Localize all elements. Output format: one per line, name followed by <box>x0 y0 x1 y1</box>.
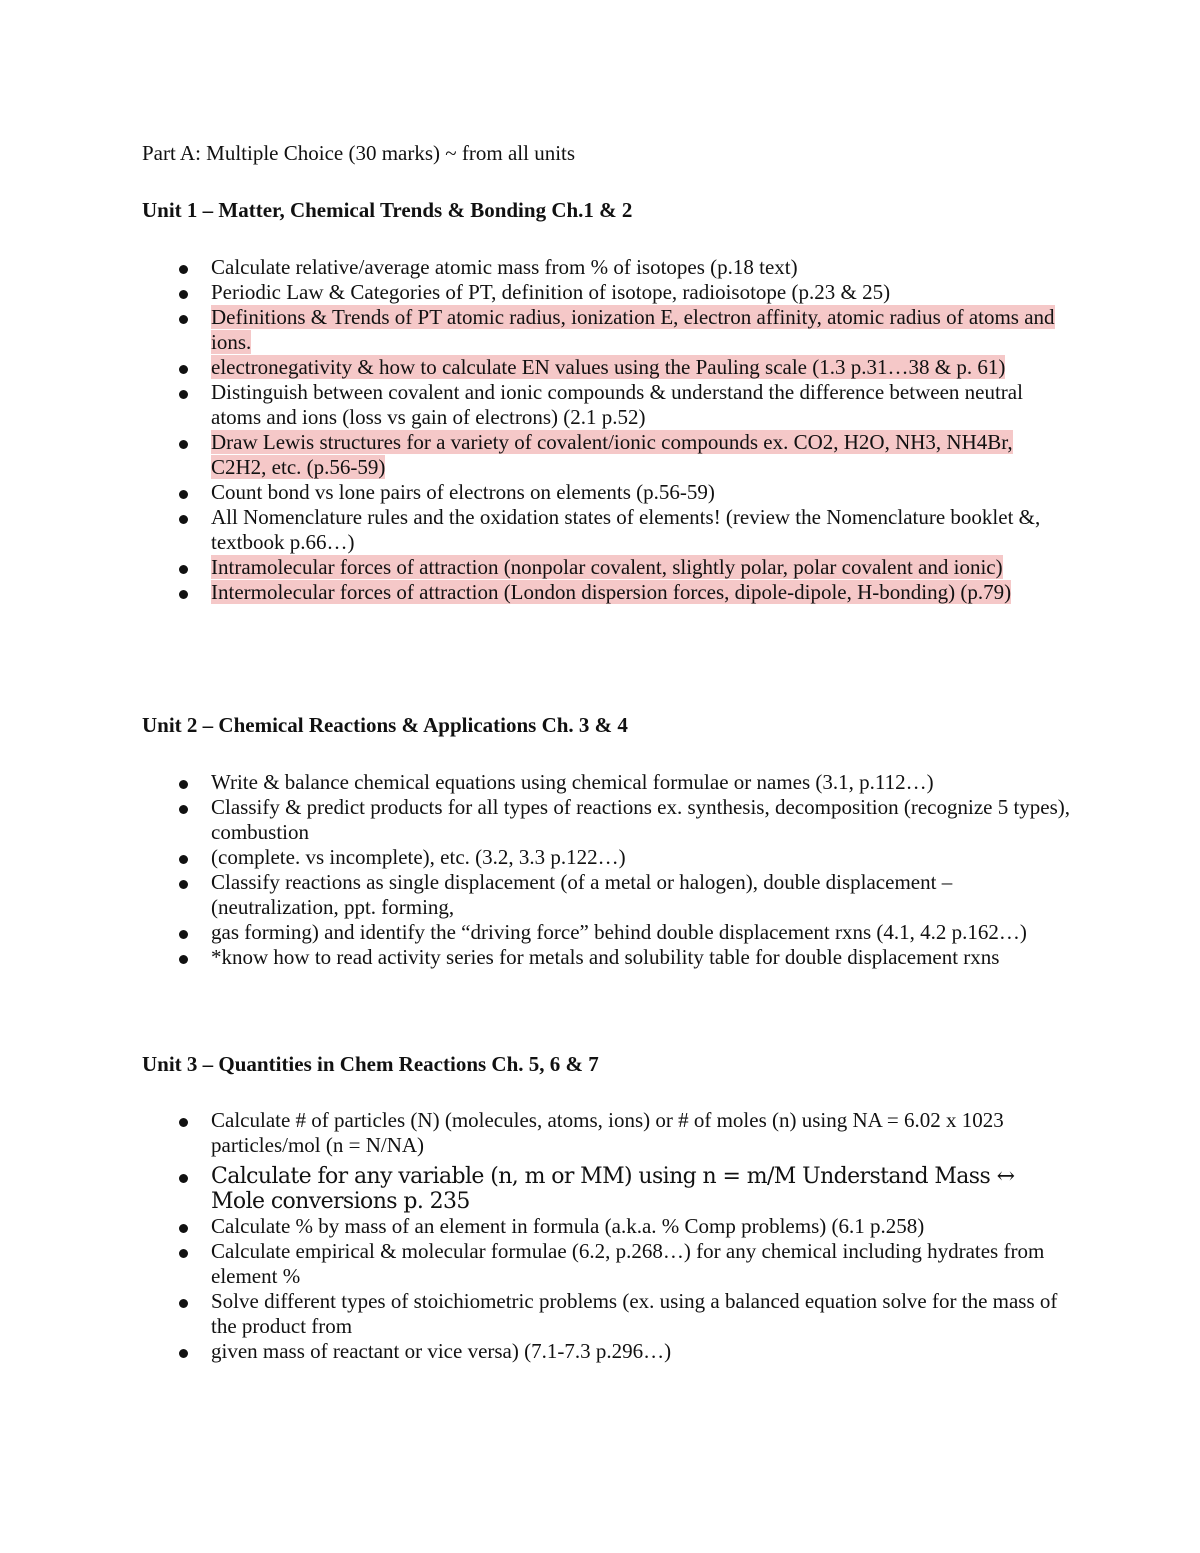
bullet-icon <box>179 565 188 574</box>
list-item: Calculate relative/average atomic mass from % of isotopes (p.18 text) <box>142 255 1072 280</box>
bullet-icon <box>179 290 188 299</box>
list-item: Calculate for any variable (n, m or MM) using n = m/M Understand Mass ↔ Mole conversions p. 235 <box>142 1164 1072 1214</box>
list-item: Distinguish between covalent and ionic compounds & understand the difference between neutral atoms and ions (loss vs gain of electrons) (2.1 p.52) <box>142 380 1072 430</box>
unit-2-list <box>142 770 1072 970</box>
list-item: Classify reactions as single displacement (of a metal or halogen), double displacement – (neutralization, ppt. forming, <box>142 870 1072 920</box>
list-item: Draw Lewis structures for a variety of covalent/ionic compounds ex. CO2, H2O, NH3, NH4Br, C2H2, etc. (p.56-59) <box>142 430 1072 480</box>
bullet-icon <box>179 315 188 324</box>
bullet-icon <box>179 390 188 399</box>
list-item: Write & balance chemical equations using chemical formulae or names (3.1, p.112…) <box>142 770 1072 795</box>
bullet-icon <box>179 1224 188 1233</box>
list-item: Periodic Law & Categories of PT, definition of isotope, radioisotope (p.23 & 25) <box>142 280 1072 305</box>
bullet-icon <box>179 490 188 499</box>
list-item: Classify & predict products for all types of reactions ex. synthesis, decomposition (recognize 5 types), combustion <box>142 795 1072 845</box>
bullet-icon <box>179 780 188 789</box>
list-item: *know how to read activity series for metals and solubility table for double displacement rxns <box>142 945 1072 970</box>
list-item: electronegativity & how to calculate EN values using the Pauling scale (1.3 p.31…38 & p. 61) <box>142 355 1072 380</box>
list-item: Intramolecular forces of attraction (nonpolar covalent, slightly polar, polar covalent and ionic) <box>142 555 1072 580</box>
bullet-icon <box>179 1174 188 1183</box>
unit-1-list <box>142 255 1072 605</box>
unit-3-list <box>142 1108 1072 1364</box>
part-title: Part A: Multiple Choice (30 marks) ~ from all units <box>142 141 576 165</box>
bullet-icon <box>179 590 188 599</box>
bullet-icon <box>179 880 188 889</box>
unit-2-heading: Unit 2 – Chemical Reactions & Applications Ch. 3 & 4 <box>142 713 628 737</box>
list-item: Count bond vs lone pairs of electrons on elements (p.56-59) <box>142 480 1072 505</box>
bullet-icon <box>179 365 188 374</box>
bullet-icon <box>179 1299 188 1308</box>
bullet-icon <box>179 930 188 939</box>
list-item: gas forming) and identify the “driving force” behind double displacement rxns (4.1, 4.2 p.162…) <box>142 920 1072 945</box>
list-item: (complete. vs incomplete), etc. (3.2, 3.3 p.122…) <box>142 845 1072 870</box>
bullet-icon <box>179 1118 188 1127</box>
list-item: All Nomenclature rules and the oxidation states of elements! (review the Nomenclature booklet &, textbook p.66…) <box>142 505 1072 555</box>
list-item: Solve different types of stoichiometric problems (ex. using a balanced equation solve for the mass of the product from <box>142 1289 1072 1339</box>
list-item: Calculate empirical & molecular formulae (6.2, p.268…) for any chemical including hydrates from element % <box>142 1239 1072 1289</box>
bullet-icon <box>179 515 188 524</box>
list-item: Calculate # of particles (N) (molecules, atoms, ions) or # of moles (n) using NA = 6.02 x 1023 particles/mol (n = N/NA) <box>142 1108 1072 1158</box>
bullet-icon <box>179 1349 188 1358</box>
unit-1-heading: Unit 1 – Matter, Chemical Trends & Bonding Ch.1 & 2 <box>142 198 633 222</box>
bullet-icon <box>179 855 188 864</box>
bullet-icon <box>179 440 188 449</box>
list-item: Calculate % by mass of an element in formula (a.k.a. % Comp problems) (6.1 p.258) <box>142 1214 1072 1239</box>
list-item: Definitions & Trends of PT atomic radius, ionization E, electron affinity, atomic radius of atoms and ions. <box>142 305 1072 355</box>
bullet-icon <box>179 955 188 964</box>
bullet-icon <box>179 265 188 274</box>
list-item: Intermolecular forces of attraction (London dispersion forces, dipole-dipole, H-bonding) (p.79) <box>142 580 1072 605</box>
list-item: given mass of reactant or vice versa) (7.1-7.3 p.296…) <box>142 1339 1072 1364</box>
unit-3-heading: Unit 3 – Quantities in Chem Reactions Ch. 5, 6 & 7 <box>142 1052 599 1076</box>
bullet-icon <box>179 1249 188 1258</box>
bullet-icon <box>179 805 188 814</box>
